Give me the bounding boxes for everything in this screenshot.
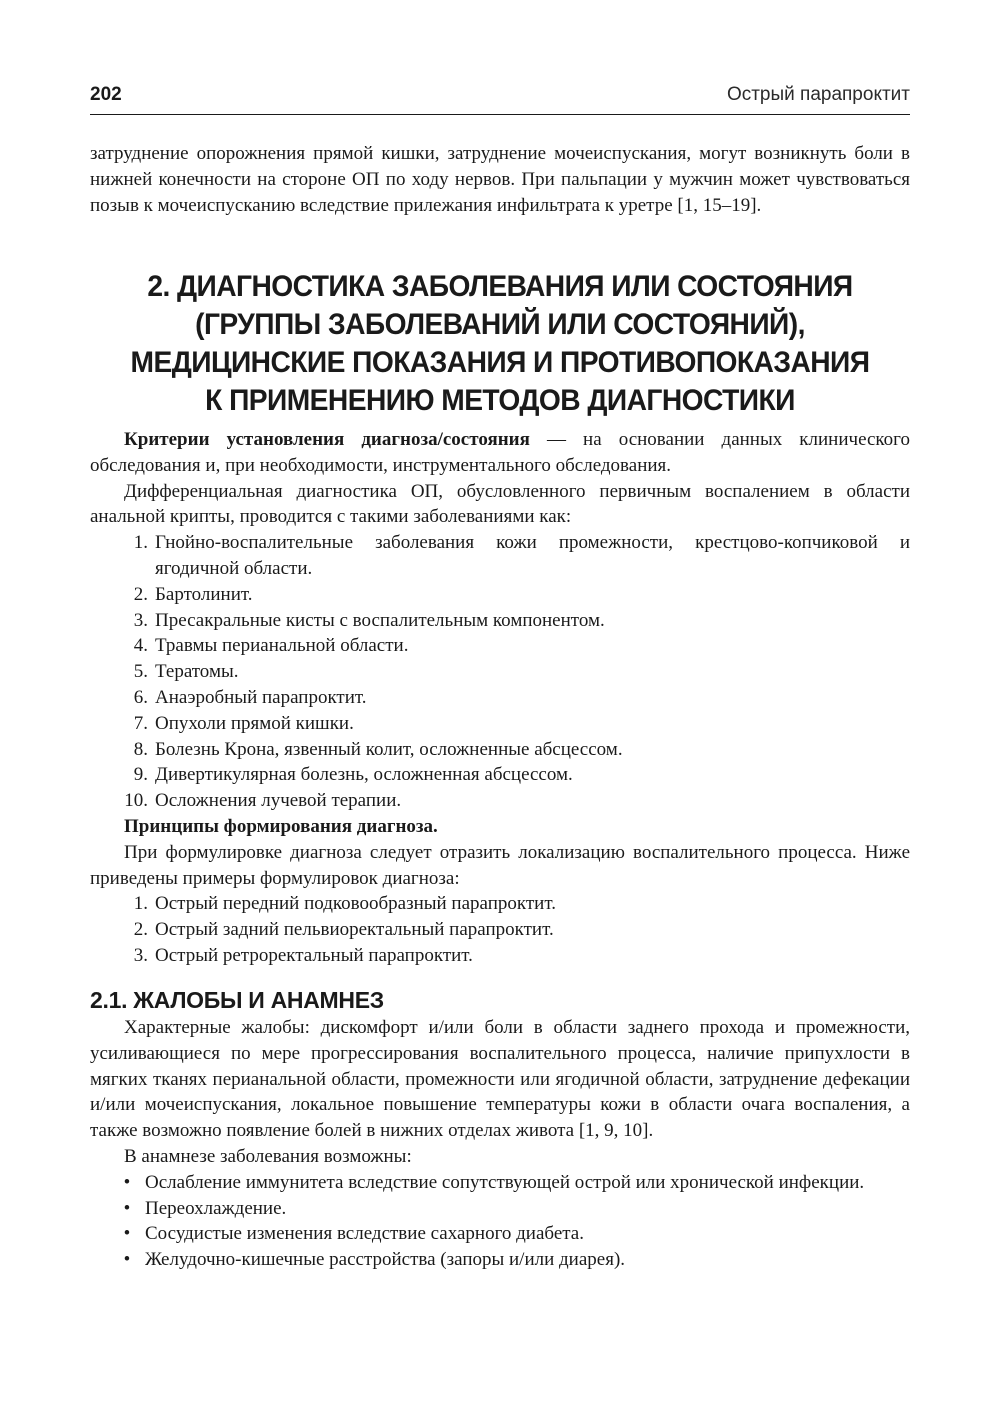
list-item: 4. Травмы перианальной области. [133, 635, 409, 657]
list-item: • Переохлаждение. [90, 1196, 910, 1222]
section-title-line: К ПРИМЕНЕНИЮ МЕТОДОВ ДИАГНОСТИКИ [205, 384, 795, 417]
list-item: 2. Бартолинит. [133, 583, 253, 605]
bullet-icon: • [123, 1197, 131, 1219]
list-item: 7. Опухоли прямой кишки. [133, 712, 354, 734]
list-item: 3. Острый ретроректальный парапроктит. [133, 944, 473, 966]
list-item: 5. Тератомы. [133, 661, 239, 683]
list-item: 2. Острый задний пельвиоректальный парапроктит. [133, 919, 554, 941]
anamnesis-intro: В анамнезе заболевания возможны: [124, 1145, 412, 1167]
examples-list [90, 891, 910, 968]
anamnesis-list [90, 1170, 910, 1273]
running-title: Острый парапроктит [726, 84, 910, 105]
list-item: 3. Пресакральные кисты с воспалительным компонентом. [133, 609, 605, 631]
intro-block [90, 141, 910, 218]
subsection-title: 2.1. ЖАЛОБЫ И АНАМНЕЗ [90, 987, 384, 1013]
differential-list [90, 530, 910, 814]
differential-intro: Дифференциальная диагностика ОП, обусловленного первичным воспалением в области анальной крипты, проводится с такими заболеваниями как: [90, 480, 910, 528]
section-title-line: (ГРУППЫ ЗАБОЛЕВАНИЙ ИЛИ СОСТОЯНИЙ), [195, 308, 805, 341]
criteria-paragraph [90, 427, 910, 479]
list-item: 8. Болезнь Крона, язвенный колит, осложненные абсцессом. [133, 738, 623, 760]
list-item: • Ослабление иммунитета вследствие сопутствующей острой или хронической инфекции. [90, 1170, 910, 1196]
section-title-line: 2. ДИАГНОСТИКА ЗАБОЛЕВАНИЯ ИЛИ СОСТОЯНИЯ [147, 270, 853, 303]
list-item: 10. Осложнения лучевой терапии. [124, 790, 402, 812]
list-item: • Желудочно-кишечные расстройства (запоры и/или диарея). [90, 1247, 910, 1273]
bullet-icon: • [123, 1249, 131, 1271]
complaints-paragraph: Характерные жалобы: дискомфорт и/или боли в области заднего прохода и промежности, усиливающиеся по мере прогрессирования воспалительного процесса, наличие припухлости в мягких тканях перианальной области, промежности или ягодичной области, затруднение дефекации и/или мочеиспускания, локальное повышение температуры кожи в области очага воспаления, а также возможно появление болей в нижних отделах живота [1, 9, 10]. [90, 1017, 910, 1142]
principles-heading: Принципы формирования диагноза. [124, 815, 438, 837]
section-2-1 [90, 985, 910, 1273]
criteria-label: Критерии установления диагноза/состояния [124, 429, 530, 450]
criteria-text: — на основании данных клинического обследования и, при необходимости, инструментального обследования. [90, 429, 910, 476]
list-item: 9. Дивертикулярная болезнь, осложненная абсцессом. [133, 764, 573, 786]
list-item: 1. Острый передний подковообразный парапроктит. [133, 893, 556, 915]
list-item: 1. Гнойно-воспалительные заболевания кожи промежности, крестцово-копчиковой и ягодичной области. [133, 532, 910, 579]
section-title-line: МЕДИЦИНСКИЕ ПОКАЗАНИЯ И ПРОТИВОПОКАЗАНИЯ [130, 346, 870, 379]
principles-paragraph: При формулировке диагноза следует отразить локализацию воспалительного процесса. Ниже приведены примеры формулировок диагноза: [90, 841, 910, 889]
list-item: • Сосудистые изменения вследствие сахарного диабета. [90, 1221, 910, 1247]
list-item: 6. Анаэробный парапроктит. [133, 686, 367, 708]
running-head [90, 80, 910, 115]
page-number: 202 [90, 84, 122, 105]
section-2-body [90, 427, 910, 969]
bullet-icon: • [123, 1171, 131, 1193]
intro-paragraph: затруднение опорожнения прямой кишки, затруднение мочеиспускания, могут возникнуть боли в нижней конечности на стороне ОП по ходу нервов. При пальпации у мужчин может чувствоваться позыв к мочеиспусканию вследствие прилежания инфильтрата к уретре [1, 15–19]. [90, 143, 910, 216]
section-2-title [90, 268, 910, 420]
bullet-icon: • [123, 1223, 131, 1245]
